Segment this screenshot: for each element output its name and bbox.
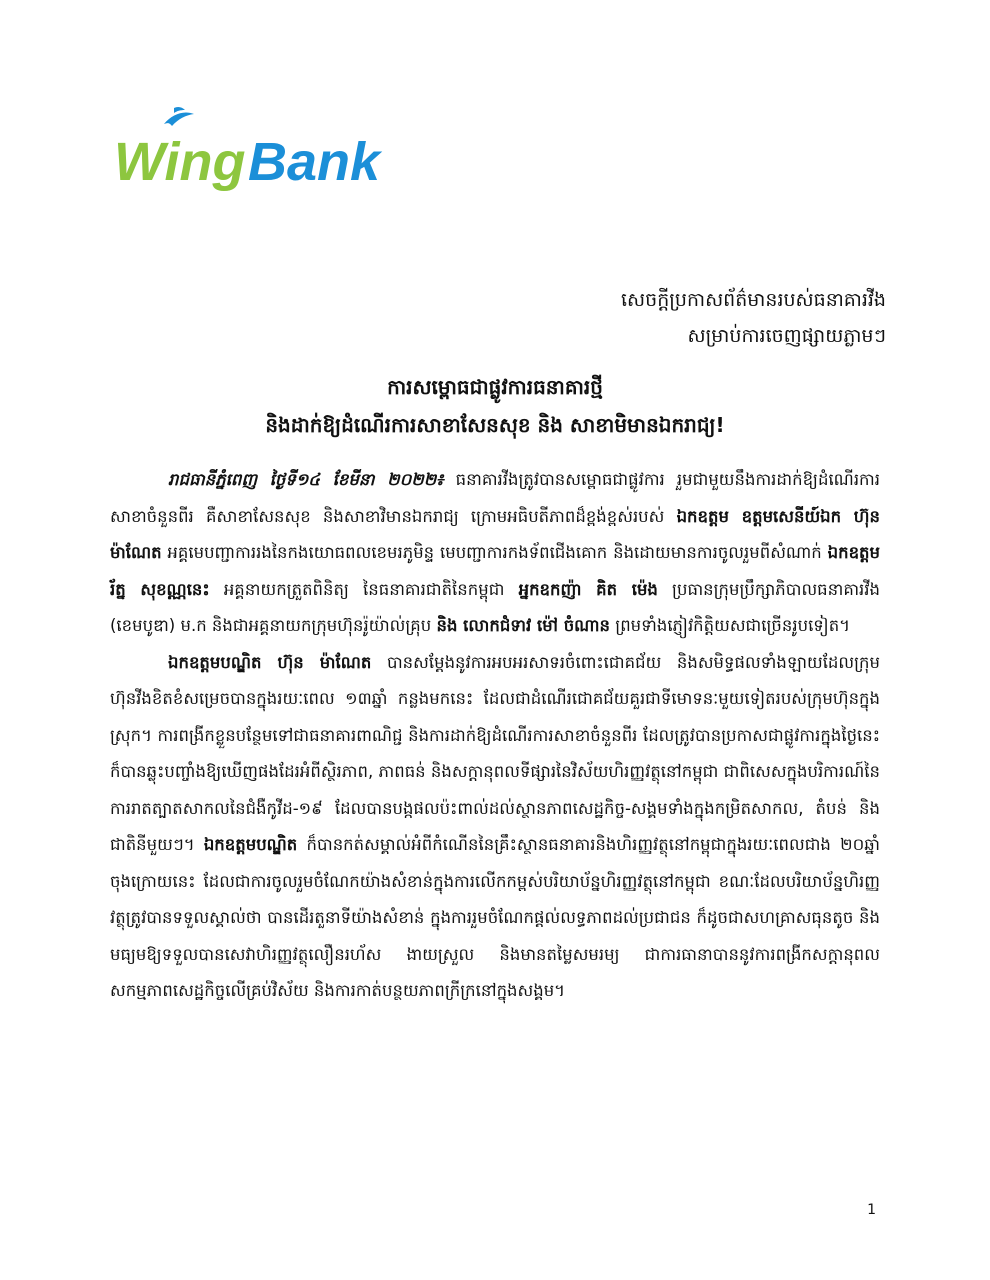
p1-text-1: ធនាគារវីងត្រូវបានសម្ពោធជាផ្លូវការ រួមជាមួយនឹងការដាក់ឱ្យដំណើរការសាខាចំនួនពីរ គឺសាខាសែនសុខ និងសាខាវិមានឯករាជ្យ ក្រោមអធិបតីភាពដ៏ខ្ពង់ខ្ពស់របស់ (110, 470, 881, 526)
headline (120, 368, 870, 444)
logo-text-wing: Wing (114, 132, 246, 192)
paragraph-1 (110, 462, 880, 645)
body-text (110, 462, 880, 1010)
headline-line-1: ការសម្ពោធជាផ្លូវការធនាគារថ្មី (387, 375, 603, 399)
page-number: 1 (867, 1202, 876, 1218)
p1-bold-2: ឯកឧត្តម រ័ត្ន សុខណ្ណនេះ (110, 543, 880, 599)
p1-text-2: អគ្គមេបញ្ជាការរងនៃកងយោធពលខេមរភូមិន្ទ មេបញ្ជាការកងទ័ពជើងគោក និងដោយមានការចូលរួមពីសំណាក់ (161, 543, 828, 562)
p2-bold-1: ឯកឧត្តមបណ្ឌិត ហ៊ុន ម៉ាណែត (168, 652, 372, 672)
p2-text-1: បានសម្ដែងនូវការអបអរសាទរចំពោះជោគជ័យ និងសមិទ្ធផលទាំងឡាយដែលក្រុមហ៊ុនវីងខិតខំសម្រេចបានក្នុងរយៈពេល ១៣ឆ្នាំ កន្លងមកនេះ ដែលជាដំណើរជោគជ័យគួរជាទីមោទនៈមួយទៀតរបស់ក្រុមហ៊ុនក្នុងស្រុក។ ការពង្រីកខ្លួនបន្ថែមទៅជាធនាគារពាណិជ្ជ និងការដាក់ឱ្យដំណើរការសាខាចំនួនពីរ ដែលត្រូវបានប្រកាសជាផ្លូវការក្នុងថ្ងៃនេះ ក៏បានឆ្លុះបញ្ចាំងឱ្យឃើញផងដែរអំពីស្ថិរភាព, ភាពធន់ និងសក្តានុពលទីផ្សារនៃវិស័យហិរញ្ញវត្ថុនៅកម្ពុជា ជាពិសេសក្នុងបរិការណ៍នៃការរាតត្បាតសាកលនៃជំងឺកូវីដ-១៩ ដែលបានបង្កផលប៉ះពាល់ដល់ស្ថានភាពសេដ្ឋកិច្ច-សង្គមទាំងក្នុងកម្រិតសាកល, តំបន់ និងជាតិនីមួយៗ។ (110, 652, 880, 854)
p1-text-4: ប្រធានក្រុមប្រឹក្សាភិបាលធនាគារវីង (ខេមបូឌា) ម.ក និងជាអគ្គនាយកក្រុមហ៊ុនរ៉ូយ៉ាល់គ្រុប (110, 579, 880, 635)
p1-text-5: ព្រមទាំងភ្ញៀវកិត្តិយសជាច្រើនរូបទៀត។ (610, 616, 851, 635)
p2-text-2: ក៏បានកត់សម្គាល់អំពីកំណើននៃគ្រឹះស្ថានធនាគារនិងហិរញ្ញវត្ថុនៅកម្ពុជាក្នុងរយៈពេលជាង ២០ឆ្នាំ ចុងក្រោយនេះ ដែលជាការចូលរួមចំណែកយ៉ាងសំខាន់ក្នុងការលើកកម្ពស់បរិយាប័ន្នហិរញ្ញវត្ថុនៅកម្ពុជា ខណៈដែលបរិយាប័ន្នហិរញ្ញវត្ថុត្រូវបានទទួលស្គាល់ថា បានដើរតួនាទីយ៉ាងសំខាន់ ក្នុងការរួមចំណែកផ្តល់លទ្ធភាពដល់ប្រជាជន ក៏ដូចជាសហគ្រាសធុនតូច និងមធ្យមឱ្យទទួលបានសេវាហិរញ្ញវត្ថុលឿនរហ័ស ងាយស្រួល និងមានតម្លៃសមរម្យ ជាការធានាបាននូវការពង្រីកសក្តានុពលសកម្មភាពសេដ្ឋកិច្ចលើគ្រប់វិស័យ និងការកាត់បន្ថយភាពក្រីក្រនៅក្នុងសង្គម។ (110, 835, 880, 1000)
wing-bird-icon (112, 104, 412, 204)
notice-line-1: សេចក្តីប្រកាសព័ត៌មានរបស់ធនាគារវីង (621, 289, 886, 311)
headline-line-2: និងដាក់ឱ្យដំណើរការសាខាសែនសុខ និង សាខាមិមានឯករាជ្យ! (265, 413, 725, 437)
p2-bold-2: ឯកឧត្តមបណ្ឌិត (203, 835, 298, 854)
p1-bold-1: ឯកឧត្តម ឧត្តមសេនីយ៍ឯក ហ៊ុន ម៉ាណែត (110, 506, 880, 562)
p1-bold-3: អ្នកឧកញ៉ា គិត ម៉េង (518, 579, 658, 599)
p1-text-3: អគ្គនាយកត្រួតពិនិត្យ នៃធនាគារជាតិនៃកម្ពុជា (209, 579, 519, 599)
paragraph-2 (110, 645, 880, 1010)
dateline: រាជធានីភ្នំពេញ ថ្ងៃទី១៤ ខែមីនា ២០២២៖ (168, 470, 444, 489)
p1-bold-4: និង លោកជំទាវ ម៉ៅ ចំណាន (436, 616, 611, 635)
wing-bank-logo (112, 104, 412, 204)
press-release-notice (621, 282, 886, 354)
logo-text-bank: Bank (248, 132, 381, 192)
notice-line-2: សម្រាប់ការចេញផ្សាយភ្លាមៗ (687, 325, 886, 347)
